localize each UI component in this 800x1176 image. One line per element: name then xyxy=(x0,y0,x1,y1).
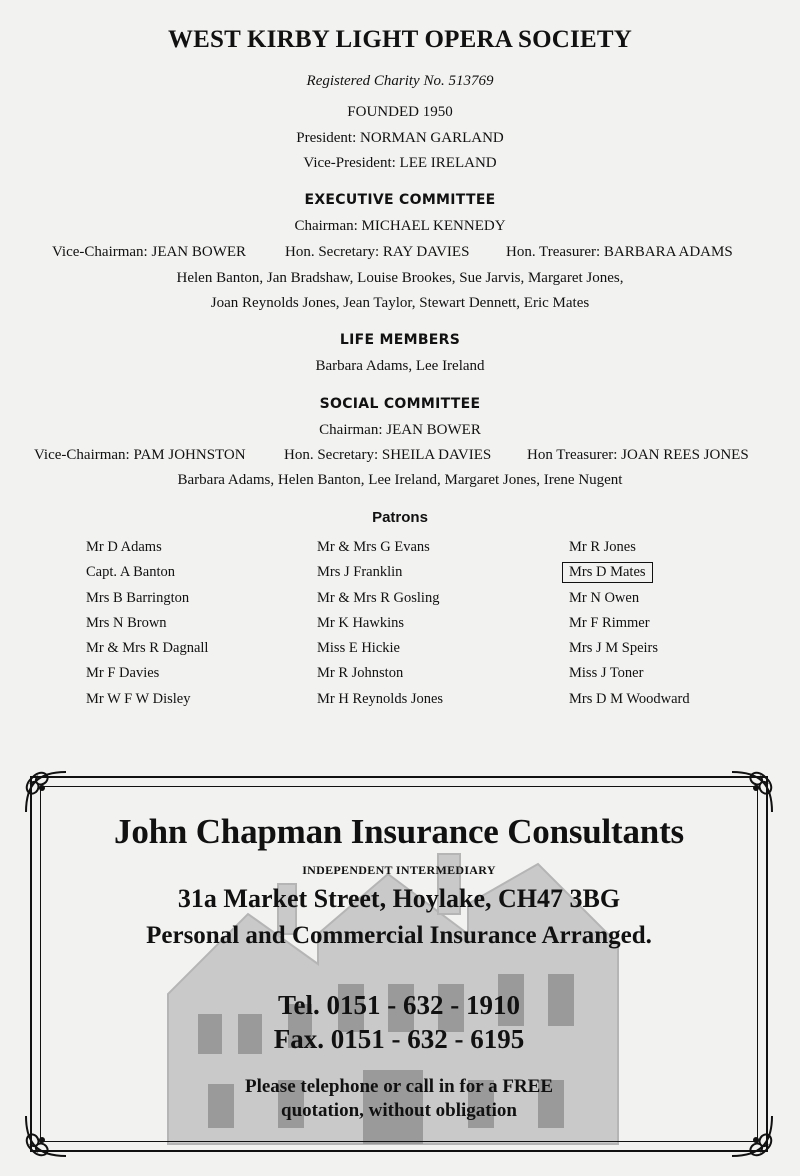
executive-vice-chairman: Vice-Chairman: JEAN BOWER xyxy=(52,244,247,260)
advert-address: 31a Market Street, Hoylake, CH47 3BG xyxy=(177,884,621,913)
society-title: WEST KIRBY LIGHT OPERA SOCIETY xyxy=(167,26,632,53)
patrons-column-3 xyxy=(569,537,690,714)
patron-name: Mrs B Barrington xyxy=(86,589,190,606)
patron-name: Mr R Jones xyxy=(569,539,636,555)
patron-name: Mr & Mrs R Dagnall xyxy=(86,640,209,657)
advert-telephone: Tel. 0151 - 632 - 1910 xyxy=(278,990,520,1020)
patron-name: Mr F Rimmer xyxy=(569,614,650,631)
social-vice-chairman: Vice-Chairman: PAM JOHNSTON xyxy=(34,447,246,463)
advert-fax: Fax. 0151 - 632 - 6195 xyxy=(273,1024,525,1054)
president-line: President: NORMAN GARLAND xyxy=(296,130,504,146)
highlight-box: Mrs D Mates xyxy=(562,562,653,583)
patron-name: Mrs J M Speirs xyxy=(569,640,659,657)
executive-chairman: Chairman: MICHAEL KENNEDY xyxy=(294,218,506,234)
patron-name: Mr D Adams xyxy=(86,539,162,555)
advert-offer-line-1: Please telephone or call in for a FREE xyxy=(244,1076,554,1097)
life-members-heading: LIFE MEMBERS xyxy=(339,332,461,348)
patron-name: Mr H Reynolds Jones xyxy=(317,690,444,707)
patron-name: Mr R Johnston xyxy=(317,665,404,682)
vice-president-line: Vice-President: LEE IRELAND xyxy=(303,155,497,171)
patrons-heading: Patrons xyxy=(372,509,428,526)
patron-name: Mrs J Franklin xyxy=(317,564,403,581)
executive-members-line-2: Joan Reynolds Jones, Jean Taylor, Stewart Dennett, Eric Mates xyxy=(210,295,590,311)
social-secretary: Hon. Secretary: SHEILA DAVIES xyxy=(284,447,492,463)
charity-number: Registered Charity No. 513769 xyxy=(306,73,494,89)
patron-name: Miss E Hickie xyxy=(317,640,400,657)
advert-intermediary: INDEPENDENT INTERMEDIARY xyxy=(302,863,496,877)
social-committee-heading: SOCIAL COMMITTEE xyxy=(319,396,481,412)
founded-line: FOUNDED 1950 xyxy=(347,104,453,120)
insurance-advert xyxy=(18,764,780,1164)
life-members-names: Barbara Adams, Lee Ireland xyxy=(315,358,485,374)
patron-name: Mr & Mrs G Evans xyxy=(317,539,430,555)
patron-name: Mr & Mrs R Gosling xyxy=(317,589,440,606)
executive-secretary: Hon. Secretary: RAY DAVIES xyxy=(285,244,470,260)
social-chairman: Chairman: JEAN BOWER xyxy=(319,422,481,438)
executive-committee-heading: EXECUTIVE COMMITTEE xyxy=(304,192,496,208)
patrons-column-2 xyxy=(317,537,443,714)
patron-name: Mr N Owen xyxy=(569,589,640,606)
advert-offer-line-2: quotation, without obligation xyxy=(281,1100,517,1121)
social-treasurer: Hon Treasurer: JOAN REES JONES xyxy=(527,447,749,463)
advert-service: Personal and Commercial Insurance Arranged. xyxy=(146,922,652,949)
patron-name: Mr K Hawkins xyxy=(317,614,404,631)
patron-name: Mr W F W Disley xyxy=(86,690,191,707)
patron-name: Mrs N Brown xyxy=(86,614,167,631)
executive-members-line-1: Helen Banton, Jan Bradshaw, Louise Brookes, Sue Jarvis, Margaret Jones, xyxy=(176,270,624,286)
patron-name: Mrs D M Woodward xyxy=(569,690,690,707)
executive-treasurer: Hon. Treasurer: BARBARA ADAMS xyxy=(506,244,733,260)
patron-name: Mr F Davies xyxy=(86,665,160,682)
patrons-column-1 xyxy=(86,537,208,714)
social-members: Barbara Adams, Helen Banton, Lee Ireland, Margaret Jones, Irene Nugent xyxy=(177,472,623,488)
patron-name: Miss J Toner xyxy=(569,665,644,682)
patron-name: Capt. A Banton xyxy=(86,564,176,581)
patron-name-highlighted xyxy=(569,562,690,587)
advert-company-name: John Chapman Insurance Consultants xyxy=(114,812,684,851)
